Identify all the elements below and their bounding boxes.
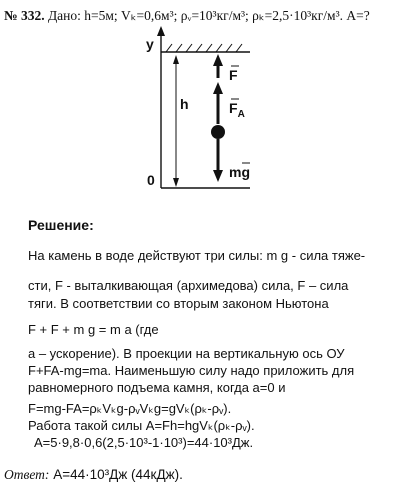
traction-force-label: F [229, 67, 238, 83]
solution-line: равномерного подъема камня, когда а=0 и [28, 380, 286, 395]
height-arrow-top [173, 55, 179, 64]
answer-text: А=44·10³Дж (44кДж). [53, 467, 183, 482]
stone [211, 125, 225, 139]
problem-number: № 332. [4, 8, 45, 23]
archimedes-force-label: $F_A$ [229, 100, 245, 120]
origin-label: 0 [147, 172, 155, 188]
solution-line: тяги. В соответствии со вторым законом Ньютона [28, 296, 329, 311]
answer [4, 467, 183, 482]
solution-line: сти, F - выталкивающая (архимедова) сила, F – сила [28, 278, 349, 293]
ceiling-hatching [166, 44, 242, 52]
height-arrow-bottom [173, 178, 179, 187]
traction-force-arrowhead [213, 54, 223, 66]
archimedes-force-arrowhead [213, 82, 223, 94]
y-axis-label: y [146, 36, 154, 52]
height-label: h [180, 96, 189, 112]
solution-line: Работа такой силы A=Fh=hgVₖ(ρₖ-ρᵥ). [28, 418, 255, 433]
solution-line: F=mg-FA=ρₖVₖg-ρᵥVₖg=gVₖ(ρₖ-ρᵥ). [28, 401, 232, 416]
solution-line: A=5·9,8·0,6(2,5·10³-1·10³)=44·10³Дж. [34, 435, 254, 450]
y-axis-arrowhead [157, 26, 165, 36]
solution-line: На камень в воде действуют три силы: m g - сила тяже- [28, 248, 366, 263]
solution-line: F + F + m g = m a (где [28, 322, 159, 337]
gravity-arrowhead [213, 170, 223, 182]
problem-given: Дано: h=5м; Vₖ=0,6м³; ρᵥ=10³кг/м³; ρₖ=2,5·10³кг/м³. А=? [47, 8, 370, 23]
answer-label: Ответ: [4, 467, 50, 482]
gravity-label: mg [229, 164, 250, 180]
solution-title: Решение: [28, 217, 94, 233]
solution-line: F+FA-mg=ma. Наименьшую силу надо приложить для [28, 363, 355, 378]
solution-line: а – ускорение). В проекции на вертикальную ось ОУ [28, 346, 345, 361]
